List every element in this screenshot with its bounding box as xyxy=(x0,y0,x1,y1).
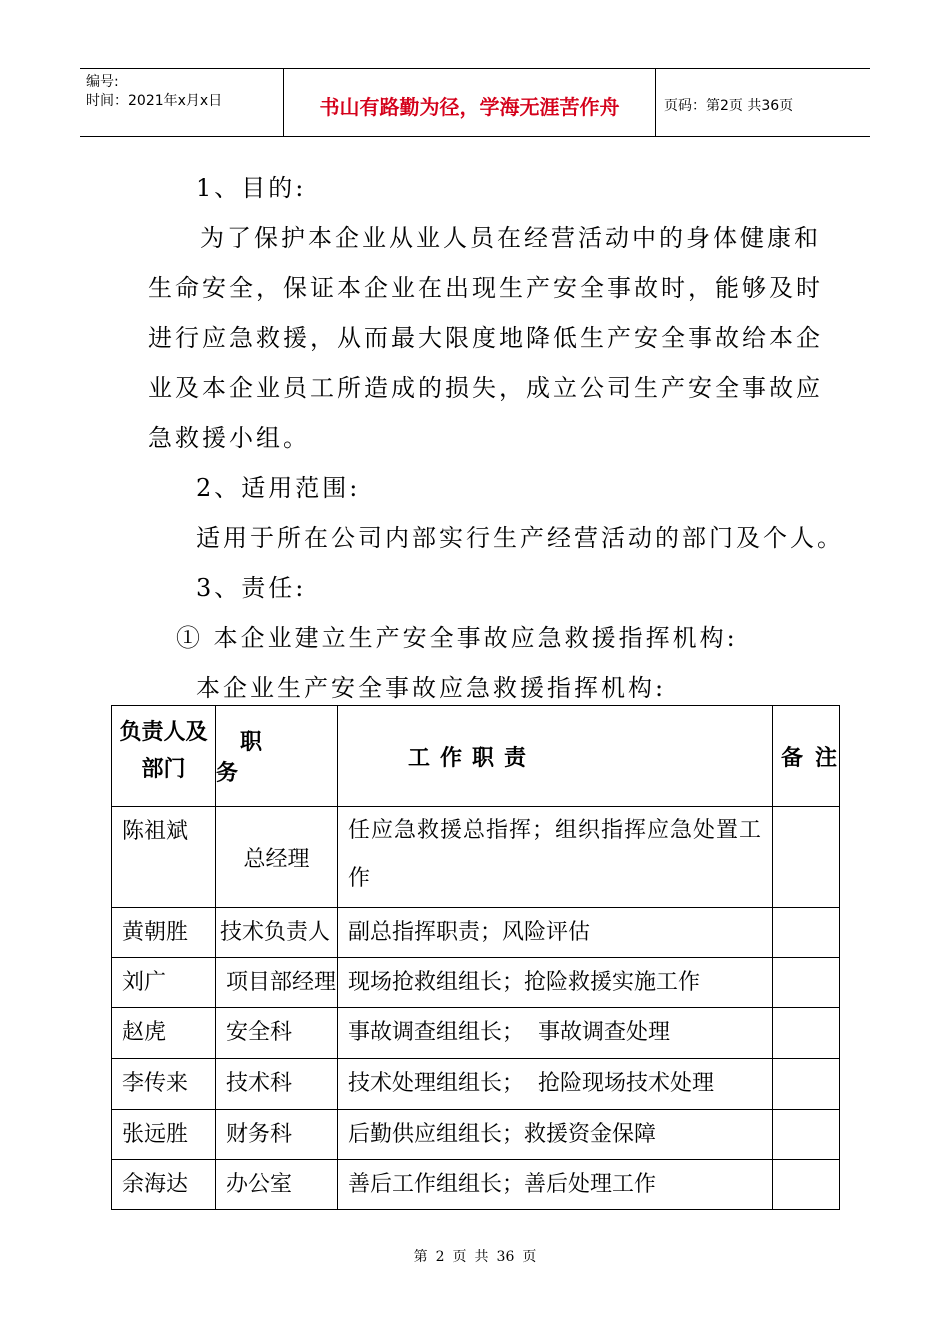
table-row xyxy=(112,958,840,1008)
paragraph-2: 适用于所在公司内部实行生产经营活动的部门及个人。 xyxy=(196,524,844,552)
cell-note xyxy=(773,1008,840,1059)
header-position xyxy=(216,706,338,807)
paragraph-1-line-1: 为了保护本企业从业人员在经营活动中的身体健康和 xyxy=(200,224,821,252)
cell-name: 张远胜 xyxy=(112,1110,216,1160)
cell-position: 安全科 xyxy=(216,1008,338,1059)
header-leader-dept xyxy=(112,706,216,807)
cell-name: 赵虎 xyxy=(112,1008,216,1059)
header-notes-text: 备注 xyxy=(781,745,850,771)
cell-duty: 副总指挥职责；风险评估 xyxy=(338,908,773,958)
cell-note xyxy=(773,1059,840,1110)
cell-note xyxy=(773,958,840,1008)
header-leader-dept-line2: 部门 xyxy=(141,757,186,782)
cell-duty: 后勤供应组组长；救援资金保障 xyxy=(338,1110,773,1160)
header-page-info: 页码：第2页 共36页 xyxy=(664,97,794,114)
cell-duty: 技术处理组组长； 抢险现场技术处理 xyxy=(338,1059,773,1110)
header-duties-text: 工作职责 xyxy=(408,745,537,771)
cell-position: 技术科 xyxy=(216,1059,338,1110)
paragraph-1-line-5: 急救援小组。 xyxy=(148,424,310,452)
cell-duty: 事故调查组组长； 事故调查处理 xyxy=(338,1008,773,1059)
header-notes xyxy=(773,706,850,807)
cell-position: 技术负责人 xyxy=(216,908,338,958)
time-label: 时间：2021年x月x日 xyxy=(86,93,223,109)
cell-name: 陈祖斌 xyxy=(112,807,216,908)
cell-note xyxy=(773,1110,840,1160)
cell-name: 余海达 xyxy=(112,1160,216,1210)
footer-ye: 页 xyxy=(452,1249,467,1265)
header-position-text: 职 务 xyxy=(216,730,283,786)
cell-position: 项目部经理 xyxy=(216,958,338,1008)
paragraph-1-line-4: 业及本企业员工所造成的损失，成立公司生产安全事故应 xyxy=(148,374,823,402)
cell-name: 刘广 xyxy=(112,958,216,1008)
cell-duty: 现场抢救组组长；抢险救援实施工作 xyxy=(338,958,773,1008)
section-1-heading: 1、目的: xyxy=(196,174,307,202)
table-header-row xyxy=(112,706,840,807)
command-structure-table xyxy=(111,705,850,1210)
paragraph-1-line-2: 生命安全，保证本企业在出现生产安全事故时，能够及时 xyxy=(148,274,823,302)
cell-name: 李传来 xyxy=(112,1059,216,1110)
header-duties xyxy=(338,706,773,807)
table-row xyxy=(112,1160,840,1210)
header-leader-dept-line1: 负责人及 xyxy=(119,720,208,745)
cell-name: 黄朝胜 xyxy=(112,908,216,958)
table-caption: 本企业生产安全事故应急救援指挥机构: xyxy=(196,674,667,702)
footer-total-pages: 36 xyxy=(496,1249,515,1265)
cell-note xyxy=(773,1160,840,1210)
table-row xyxy=(112,807,840,908)
cell-duty: 善后工作组组长；善后处理工作 xyxy=(338,1160,773,1210)
table-row xyxy=(112,1110,840,1160)
cell-note xyxy=(773,908,840,958)
header-motto: 书山有路勤为径，学海无涯苦作舟 xyxy=(284,69,656,136)
number-label: 编号: xyxy=(86,74,119,90)
footer-gong: 共 xyxy=(474,1249,489,1265)
cell-note xyxy=(773,807,840,908)
footer-page-number: 2 xyxy=(435,1249,445,1265)
paragraph-1-line-3: 进行应急救援，从而最大限度地降低生产安全事故给本企 xyxy=(148,324,823,352)
table-row xyxy=(112,1008,840,1059)
cell-position: 财务科 xyxy=(216,1110,338,1160)
footer-di: 第 xyxy=(413,1249,428,1265)
table-row xyxy=(112,908,840,958)
cell-position: 总经理 xyxy=(216,807,338,908)
footer-ye-2: 页 xyxy=(522,1249,537,1265)
cell-duty: 任应急救援总指挥；组织指挥应急处置工作 xyxy=(338,807,773,908)
page-footer xyxy=(0,1246,950,1266)
section-3-heading: 3、责任: xyxy=(196,574,307,602)
page-header xyxy=(80,68,870,137)
table-row xyxy=(112,1059,840,1110)
header-meta xyxy=(80,69,284,136)
section-2-heading: 2、适用范围: xyxy=(196,474,361,502)
cell-position: 办公室 xyxy=(216,1160,338,1210)
item-1: ① 本企业建立生产安全事故应急救援指挥机构: xyxy=(176,624,738,652)
